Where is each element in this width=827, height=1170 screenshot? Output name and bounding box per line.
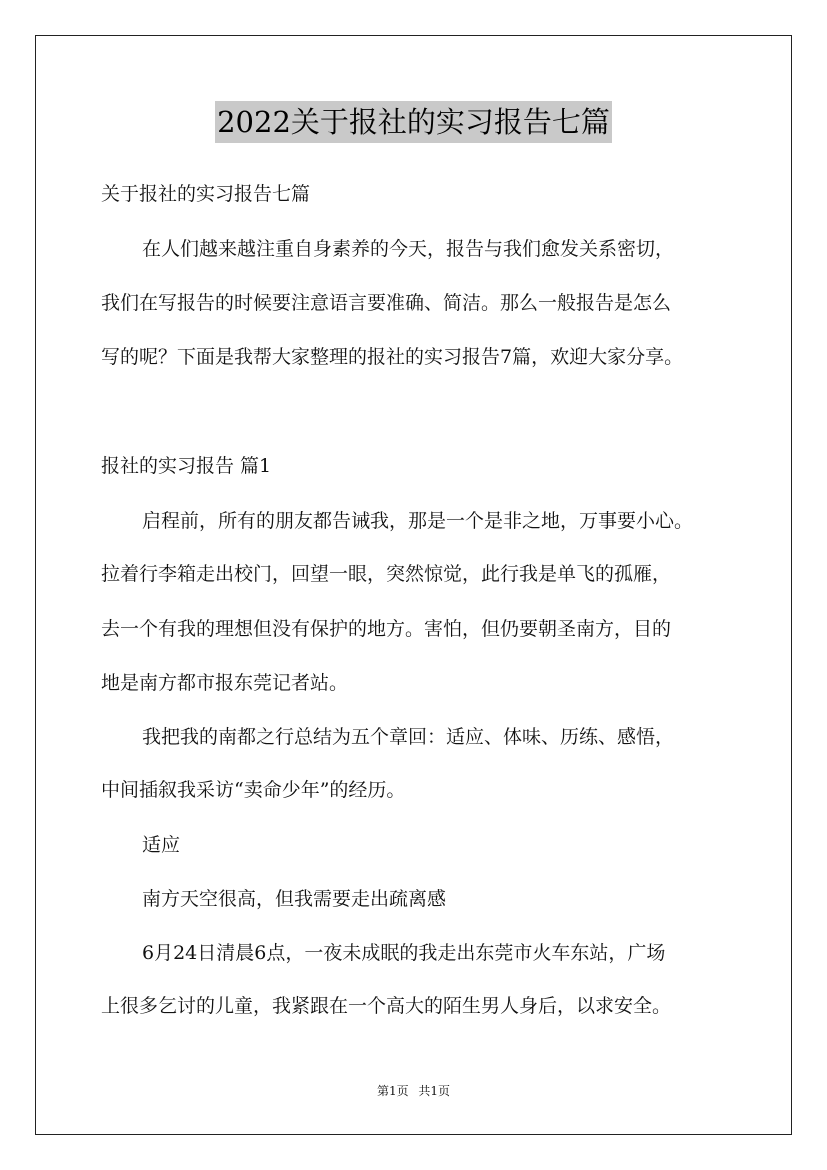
title-container	[0, 101, 827, 143]
intro-line-1: 在人们越来越注重自身素养的今天，报告与我们愈发关系密切，	[142, 238, 675, 260]
paragraph1-line-4: 地是南方都市报东莞记者站。	[101, 672, 349, 694]
page-number: 第1页	[376, 1084, 409, 1098]
paragraph1-line-3: 去一个有我的理想但没有保护的地方。害怕，但仍要朝圣南方，目的	[101, 618, 672, 640]
paragraph1-line-2: 拉着行李箱走出校门，回望一眼，突然惊觉，此行我是单飞的孤雁，	[101, 563, 672, 585]
paragraph1-line-1: 启程前，所有的朋友都告诫我，那是一个是非之地，万事要小心。	[142, 510, 694, 532]
paragraph3-line-1: 6月24日清晨6点，一夜未成眠的我走出东莞市火车东站，广场	[142, 942, 666, 964]
subheading-adapt: 适应	[142, 834, 181, 856]
paragraph3-line-2: 上很多乞讨的儿童，我紧跟在一个高大的陌生男人身后，以求安全。	[101, 995, 672, 1017]
document-subtitle: 关于报社的实习报告七篇	[101, 183, 311, 205]
section-heading: 报社的实习报告 篇1	[101, 455, 272, 477]
intro-line-2: 我们在写报告的时候要注意语言要准确、简洁。那么一般报告是怎么	[101, 292, 672, 314]
document-title: 2022关于报社的实习报告七篇	[215, 101, 612, 143]
intro-line-3: 写的呢？下面是我帮大家整理的报社的实习报告7篇，欢迎大家分享。	[101, 346, 684, 368]
subheading-south-sky: 南方天空很高，但我需要走出疏离感	[142, 888, 447, 910]
paragraph2-line-1: 我把我的南都之行总结为五个章回：适应、体味、历练、感悟，	[142, 726, 675, 748]
paragraph2-line-2: 中间插叙我采访“卖命少年”的经历。	[101, 779, 406, 801]
page-total: 共1页	[418, 1084, 451, 1098]
page-footer	[0, 1083, 827, 1099]
